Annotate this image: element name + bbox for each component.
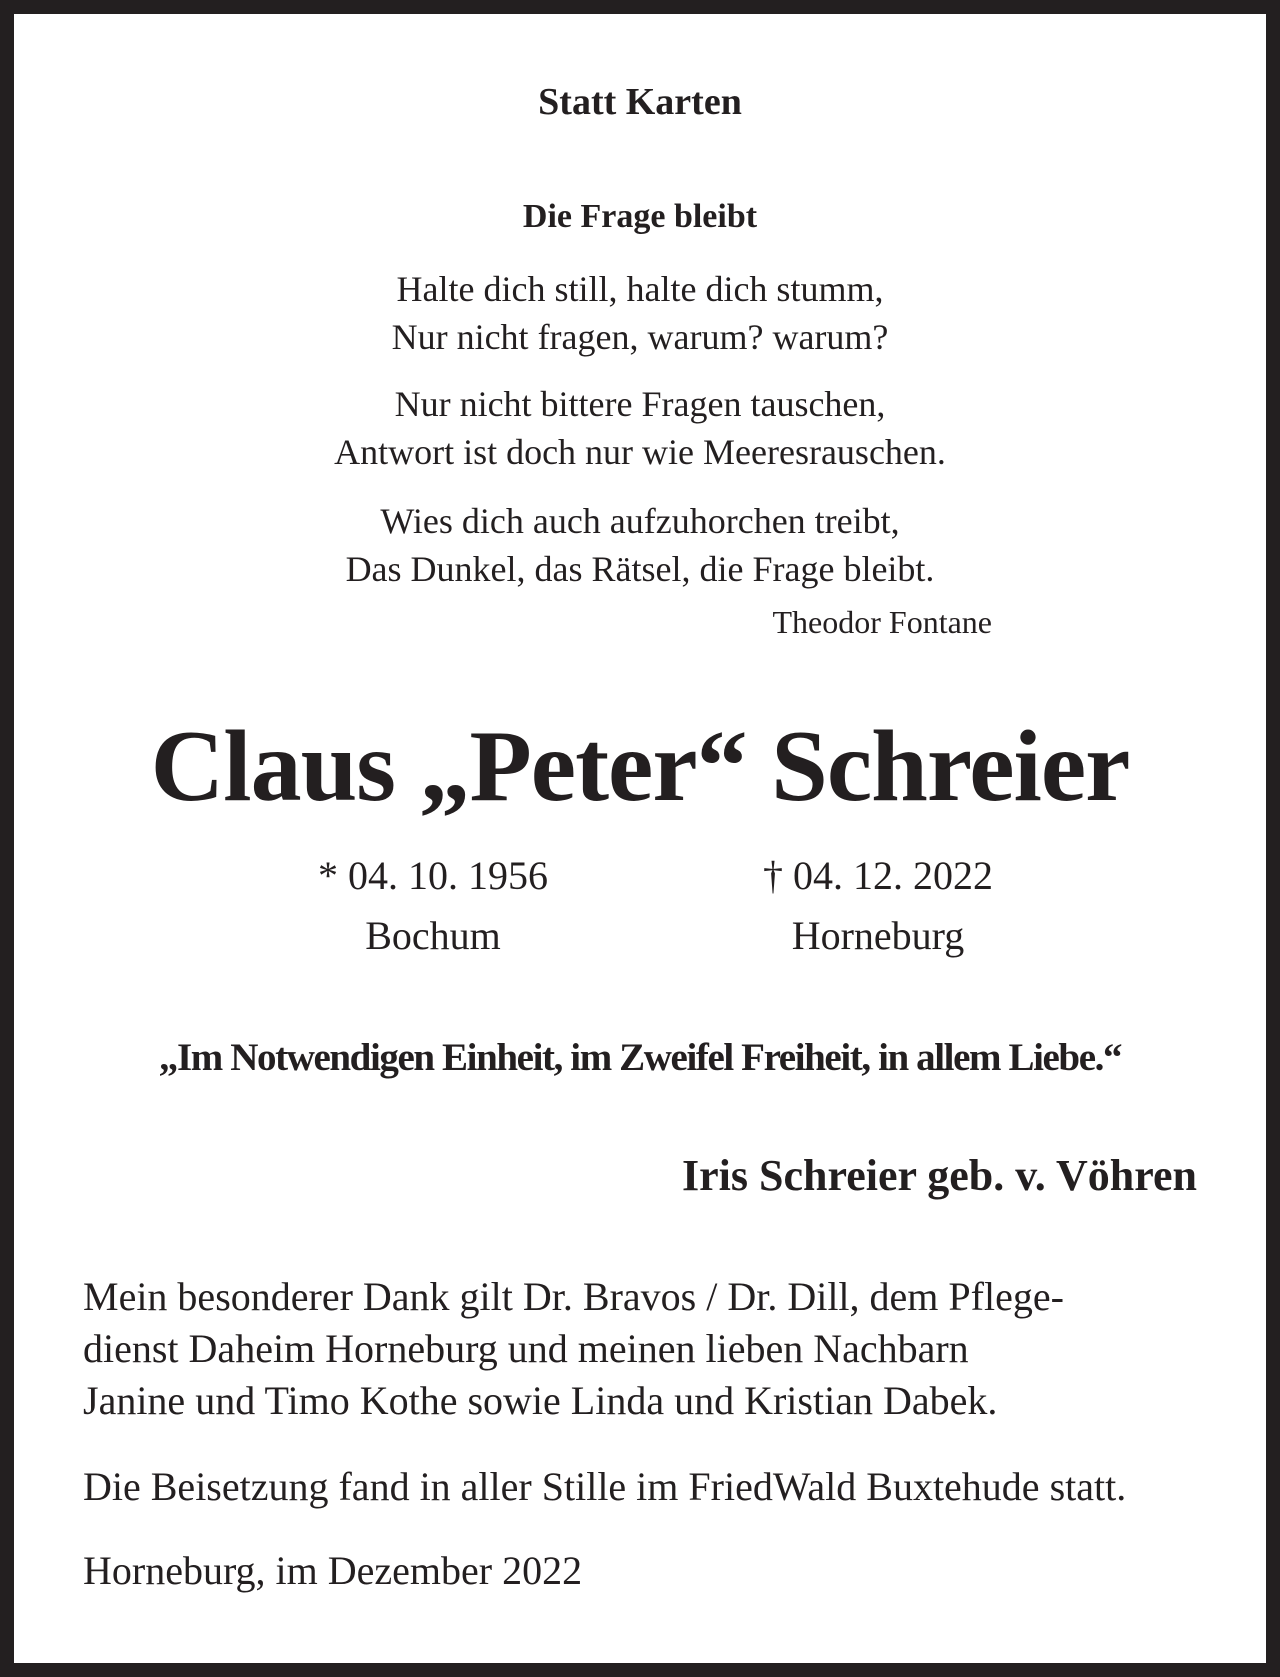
thanks-line: dienst Daheim Horneburg und meinen lieben Nachbarn bbox=[83, 1326, 969, 1371]
mourner-name: Iris Schreier geb. v. Vöhren bbox=[682, 1151, 1197, 1200]
poem-line: Halte dich still, halte dich stumm, bbox=[396, 269, 884, 309]
place-date: Horneburg, im Dezember 2022 bbox=[83, 1548, 583, 1593]
poem-author: Theodor Fontane bbox=[772, 604, 992, 640]
thanks-line: Mein besonderer Dank gilt Dr. Bravos / Dr. Dill, dem Pflege- bbox=[83, 1274, 1064, 1319]
burial-note: Die Beisetzung fand in aller Stille im FriedWald Buxtehude statt. bbox=[83, 1464, 1127, 1509]
heading: Statt Karten bbox=[538, 81, 742, 123]
poem-line: Antwort ist doch nur wie Meeresrauschen. bbox=[334, 432, 946, 472]
poem-line: Nur nicht fragen, warum? warum? bbox=[391, 317, 889, 357]
deceased-name: Claus „Peter“ Schreier bbox=[150, 710, 1130, 823]
poem-line: Wies dich auch aufzuhorchen treibt, bbox=[380, 501, 900, 541]
death-date: † 04. 12. 2022 bbox=[763, 853, 993, 898]
death-place: Horneburg bbox=[791, 913, 965, 958]
birth-place: Bochum bbox=[365, 913, 501, 958]
motto: „Im Notwendigen Einheit, im Zweifel Freiheit, in allem Liebe.“ bbox=[158, 1036, 1122, 1079]
thanks-line: Janine und Timo Kothe sowie Linda und Kristian Dabek. bbox=[83, 1378, 998, 1423]
birth-date: * 04. 10. 1956 bbox=[318, 853, 548, 898]
poem-line: Das Dunkel, das Rätsel, die Frage bleibt. bbox=[345, 549, 935, 589]
poem-line: Nur nicht bittere Fragen tauschen, bbox=[394, 384, 886, 424]
poem-title: Die Frage bleibt bbox=[522, 198, 758, 235]
